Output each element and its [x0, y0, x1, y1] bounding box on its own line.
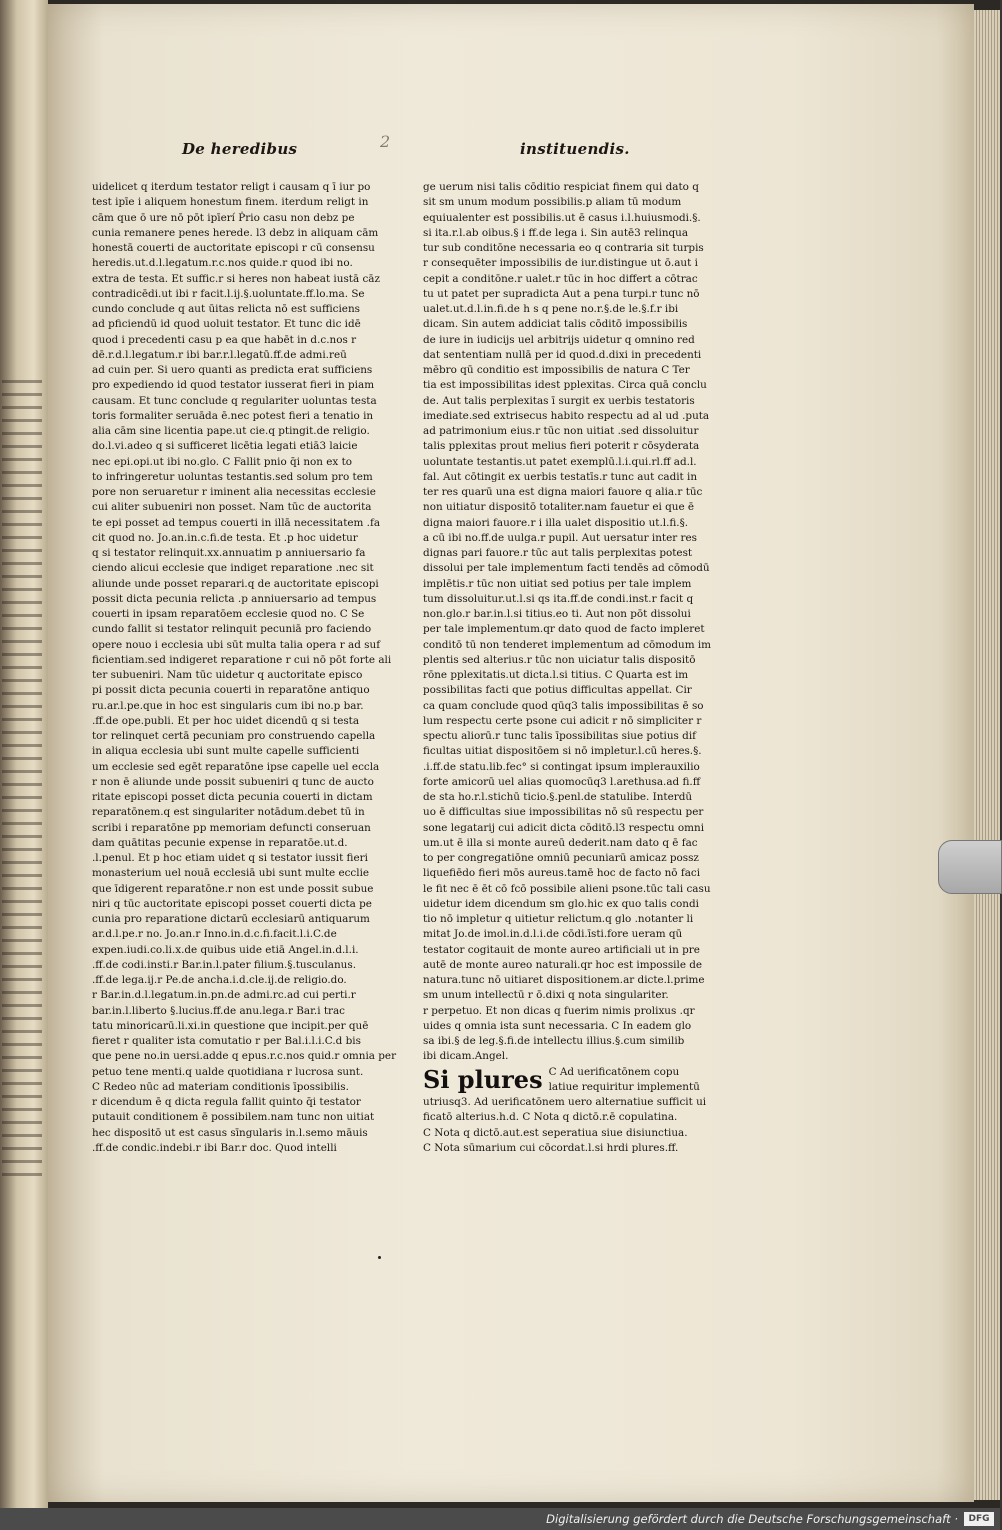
text-line: cunia pro reparatione dictarū ecclesiarū antiquarum: [92, 913, 370, 925]
text-line: dam quātitas pecunie expense in reparatōe.ut.d.: [92, 836, 348, 849]
text-line: dicam. Sin autem addiciat talis cōditō impossibilis: [423, 318, 688, 331]
text-line: .ff.de condic.indebi.r ibi Bar.r doc. Quod intelli: [92, 1141, 337, 1154]
text-line: cepit a conditōne.r ualet.r tūc in hoc differt a cōtrac: [423, 272, 698, 285]
text-line: ciendo alicui ecclesie que indiget reparatione .nec sit: [92, 562, 374, 575]
text-line: ficultas uitiat dispositōem si nō impletur.l.cū heres.§.: [423, 745, 702, 758]
text-line: .l.penul. Et p hoc etiam uidet q si testator iussit fieri: [92, 852, 368, 864]
folio-mark: 2: [380, 132, 391, 151]
text-line: non.glo.r bar.in.l.si titius.eo ti. Aut non pōt dissolui: [423, 608, 691, 620]
text-line: tatu minoricarū.li.xi.in questione que incipit.per quē: [92, 1019, 369, 1032]
text-line: que pene no.in uersi.adde q epus.r.c.nos quid.r omnia per: [92, 1050, 397, 1063]
text-line: natura.tunc nō uitiaret dispositionem.ar dicte.l.prime: [423, 974, 705, 986]
text-line: extra de testa. Et suffic.r si heres non habeat iustā cāz: [92, 272, 380, 285]
text-line: ad patrimonium eius.r tūc non uitiat .sed dissoluitur: [423, 425, 699, 437]
ink-speck: [378, 1256, 381, 1259]
text-line: r non ē aliunde unde possit subueniri q tunc de aucto: [92, 775, 374, 788]
text-line: aliunde unde posset reparari.q de auctoritate episcopi: [92, 577, 379, 590]
text-line: implētis.r tūc non uitiat sed potius per tale implem: [423, 577, 692, 590]
text-line: latiue requiritur implementū: [548, 1080, 700, 1093]
after-lemma-body: [423, 1095, 707, 1156]
text-line: opere nouo i ecclesia ubi sūt multa talia opera r ad suf: [92, 638, 381, 651]
text-line: r perpetuo. Et non dicas q fuerim nimis prolixus .qr: [423, 1004, 695, 1017]
text-line: dignas pari fauore.r tūc aut talis perplexitas potest: [423, 547, 693, 559]
text-line: ca quam conclude quod qūq3 talis impossibilitas ē so: [423, 699, 704, 712]
text-line: plentis sed alterius.r tūc non uiciatur talis dispositō: [423, 653, 696, 666]
lemma-block: [423, 1064, 700, 1096]
text-line: utriusq3. Ad uerificatōnem uero alternatiue sufficit ui: [423, 1096, 707, 1108]
lemma-gloss: [549, 1065, 700, 1096]
dfg-logo: DFG: [964, 1512, 994, 1526]
text-line: uoluntate testantis.ut patet exemplū.l.i.qui.rl.ff ad.l.: [423, 455, 697, 468]
text-line: dat sententiam nullā per id quod.d.dixi in precedenti: [423, 348, 702, 361]
text-line: imediate.sed extrisecus habito respectu ad al ud .puta: [423, 409, 710, 422]
text-line: cundo conclude q aut ūitas relicta nō est sufficiens: [92, 303, 360, 315]
text-line: um ecclesie sed egēt reparatōne ipse capelle uel eccla: [92, 760, 380, 773]
running-head-right: instituendis.: [520, 140, 630, 158]
text-line: ter subueniri. Nam tūc uidetur q auctoritate episco: [92, 669, 363, 681]
text-line: possibilitas facti que potius difficultas appellat. Cir: [423, 684, 692, 697]
text-line: si ita.r.l.ab oibus.§ i ff.de lega i. Sin autē3 relinqua: [423, 226, 689, 239]
text-line: sm unum intellectū r ō.dixi q nota singulariter.: [423, 989, 669, 1002]
text-line: bar.in.l.liberto §.lucius.ff.de anu.lega.r Bar.i trac: [92, 1004, 345, 1017]
text-line: digna maiori fauore.r i illa ualet dispositio ut.l.fi.§.: [423, 516, 689, 529]
text-line: nec epi.opi.ut ibi no.glo. C Fallit pnio q̄i non ex to: [92, 455, 353, 468]
text-line: talis pplexitas prout melius fieri poterit r cōsyderata: [423, 440, 700, 453]
text-line: alia cām sine licentia pape.ut cie.q ptingit.de religio.: [92, 425, 370, 437]
text-line: conditō tū non tenderet implementum ad cōmodum im: [423, 638, 712, 651]
text-line: sone legatarij cui adicit dicta cōditō.l3 respectu omni: [423, 821, 705, 834]
text-line: uides q omnia ista sunt necessaria. C In eadem glo: [423, 1019, 692, 1032]
text-line: forte amicorū uel alias quomocūq3 l.arethusa.ad fi.ff: [423, 775, 701, 788]
running-head-left: De heredibus: [182, 140, 298, 158]
text-line: um.ut ē illa si monte aureū dederit.nam dato q ē fac: [423, 836, 698, 849]
text-line: fieret r qualiter ista comutatio r per Bal.i.l.i.C.d bis: [92, 1035, 361, 1047]
text-line: sa ibi.§ de leg.§.fi.de intellectu illius.§.cum similib: [423, 1035, 685, 1047]
text-line: .i.ff.de statu.lib.fec° si contingat ipsum implerauxilio: [423, 760, 700, 773]
text-line: tu ut patet per supradicta Aut a pena turpi.r tunc nō: [423, 287, 700, 300]
text-line: rōne pplexitatis.ut dicta.l.si titius. C Quarta est im: [423, 669, 689, 681]
text-line: pro expediendo id quod testator iusserat fieri in piam: [92, 379, 375, 392]
text-line: .ff.de lega.ij.r Pe.de ancha.i.d.cle.ij.de religio.do.: [92, 974, 347, 986]
text-line: mitat Jo.de imol.in.d.l.i.de cōdi.īsti.fore ueram qū: [423, 928, 683, 941]
text-line: ualet.ut.d.l.in.fi.de h s q pene no.r.§.de le.§.f.r ibi: [423, 303, 679, 315]
text-line: mēbro qū conditio est impossibilis de natura C Ter: [423, 364, 690, 376]
text-line: sit sm unum modum possibilis.p aliam tū modum: [423, 196, 682, 209]
text-line: putauit conditionem ē possibilem.nam tunc non uitiat: [92, 1111, 375, 1124]
text-line: quod i precedenti casu p ea que habēt in d.c.nos r: [92, 333, 357, 346]
text-line: cit quod no. Jo.an.in.c.fi.de testa. Et .p hoc uidetur: [92, 531, 358, 544]
text-line: ad pficiendū id quod uoluit testator. Et tunc dic idē: [92, 318, 361, 331]
text-line: tia est impossibilitas idest pplexitas. Circa quā conclu: [423, 379, 707, 392]
text-line: ritate episcopi posset dicta pecunia couerti in dictam: [92, 791, 373, 803]
text-line: C Nota q dictō.aut.est seperatiua siue disiunctiua.: [423, 1126, 688, 1139]
text-line: C Ad uerificatōnem copu: [548, 1065, 680, 1078]
text-line: uidetur idem dicendum sm glo.hic ex quo talis condi: [423, 897, 699, 910]
text-line: equiualenter est possibilis.ut ē casus i.l.huiusmodi.§.: [423, 211, 701, 224]
text-line: liquefiēdo fieri mōs aureus.tamē hoc de facto nō faci: [423, 867, 701, 880]
facing-page-edge: [0, 0, 48, 1508]
text-line: C Redeo nūc ad materiam conditionis īpossibilis.: [92, 1080, 349, 1093]
text-line: to infringeretur uoluntas testantis.sed solum pro tem: [92, 470, 373, 483]
text-line: reparatōnem.q est singulariter notādum.debet tū in: [92, 806, 365, 819]
text-line: .ff.de ope.publi. Et per hoc uidet dicendū q si testa: [92, 714, 360, 727]
text-line: r consequēter impossibilis de iur.distingue ut ō.aut i: [423, 257, 698, 270]
text-line: test ipīe i aliquem honestum finem. iterdum religt in: [92, 196, 369, 209]
text-line: ru.ar.l.pe.que in hoc est singularis cum ibi no.p bar.: [92, 699, 364, 712]
text-line: scribi i reparatōne pp memoriam defuncti conseruan: [92, 821, 371, 834]
text-column-right: [423, 180, 712, 1156]
text-column-left: [92, 180, 397, 1156]
text-line: ad cuin per. Si uero quanti as predicta erat sufficiens: [92, 364, 373, 376]
text-line: cui aliter subueniri non posset. Nam tūc de auctorita: [92, 501, 372, 514]
text-line: r Bar.in.d.l.legatum.in.pn.de admi.rc.ad cui perti.r: [92, 989, 356, 1002]
digitization-footer: [0, 1508, 1000, 1530]
text-line: r dicendum ē q dicta regula fallit quinto q̄i testator: [92, 1096, 361, 1108]
text-line: monasterium uel nouā ecclesiā ubi sunt multe ecclie: [92, 867, 370, 880]
text-line: expen.iudi.co.li.x.de quibus uide etiā Angel.in.d.l.i.: [92, 943, 359, 956]
text-line: ter res quarū una est digna maiori fauore q alia.r tūc: [423, 486, 703, 498]
text-line: ficatō alterius.h.d. C Nota q dictō.r.ē copulatina.: [423, 1111, 678, 1124]
text-line: couerti in ipsam reparatōem ecclesie quod no. C Se: [92, 608, 365, 620]
text-line: fal. Aut cōtingit ex uerbis testatīs.r tunc aut cadit in: [423, 470, 698, 483]
text-line: ge uerum nisi talis cōditio respiciat finem qui dato q: [423, 181, 699, 193]
text-line: q si testator relinquit.xx.annuatim p anniuersario fa: [92, 547, 366, 559]
text-line: uidelicet q iterdum testator religt i causam q ī iur po: [92, 181, 371, 193]
text-line: heredis.ut.d.l.legatum.r.c.nos quide.r quod ibi no.: [92, 257, 353, 270]
text-line: ficientiam.sed indigeret reparatione r cui nō pōt forte ali: [92, 653, 392, 666]
text-line: .ff.de codi.insti.r Bar.in.l.pater filium.§.tusculanus.: [92, 958, 357, 971]
text-line: spectu aliorū.r tunc talis īpossibilitas siue potius dif: [423, 730, 696, 742]
text-line: pi possit dicta pecunia couerti in reparatōne antiquo: [92, 684, 370, 697]
text-line: tur sub conditōne necessaria eo q contraria sit turpis: [423, 242, 704, 254]
text-line: contradicēdi.ut ibi r facit.l.ij.§.uoluntate.ff.lo.ma. Se: [92, 287, 365, 300]
text-line: tor relinquet certā pecuniam pro construendo capella: [92, 730, 376, 742]
text-line: C Nota sūmarium cui cōcordat.l.si hrdi plures.ff.: [423, 1141, 679, 1154]
text-line: dē.r.d.l.legatum.r ibi bar.r.l.legatū.ff.de admi.reū: [92, 348, 347, 361]
text-line: dissolui per tale implementum facti tendēs ad cōmodū: [423, 562, 710, 575]
bookmark-tab: [938, 840, 1002, 894]
text-line: a cū ibi no.ff.de uulga.r pupil. Aut uersatur inter res: [423, 531, 697, 544]
text-line: le fit nec ē ēt cō fcō possibile alieni psone.tūc tali casu: [423, 882, 711, 895]
text-line: te epi posset ad tempus couerti in illā necessitatem .fa: [92, 516, 381, 529]
text-line: cundo fallit si testator relinquit pecuniā pro faciendo: [92, 623, 372, 636]
text-line: hec dispositō ut est casus sīngularis in.l.semo māuis: [92, 1126, 368, 1139]
text-line: niri q tūc auctoritate episcopi posset couerti dicta pe: [92, 897, 372, 910]
text-line: de iure in iudicijs uel arbitrijs uidetur q omnino red: [423, 333, 695, 346]
text-line: autē de monte aureo naturali.qr hoc est impossile de: [423, 958, 703, 971]
text-line: uo ē difficultas siue impossibilitas nō sū respectu per: [423, 806, 704, 819]
text-line: possit dicta pecunia relicta .p anniuersario ad tempus: [92, 592, 377, 605]
text-line: que īdigerent reparatōne.r non est unde possit subue: [92, 882, 374, 895]
funding-notice: Digitalisierung gefördert durch die Deutsche Forschungsgemeinschaft ·: [546, 1512, 958, 1526]
text-line: de sta ho.r.l.stichū ticio.§.penl.de statulibe. Interdū: [423, 791, 693, 803]
text-line: petuo tene menti.q ualde quotidiana r lucrosa sunt.: [92, 1065, 364, 1078]
text-line: do.l.vi.adeo q si sufficeret licētia legati etiā3 laicie: [92, 440, 358, 453]
right-column-body: [423, 180, 712, 1065]
text-line: tum dissoluitur.ut.l.si qs ita.ff.de condi.inst.r facit q: [423, 592, 694, 605]
page-stack-edge: [974, 10, 1000, 1500]
text-line: lum respectu certe psone cui adicit r nō simpliciter r: [423, 714, 702, 727]
text-line: ar.d.l.pe.r no. Jo.an.r Inno.in.d.c.fi.facit.l.i.C.de: [92, 928, 337, 941]
facing-page-text-fragment: [2, 380, 42, 1180]
text-line: cunia remanere penes herede. l3 debz in aliquam cām: [92, 226, 379, 239]
text-line: de. Aut talis perplexitas ī surgit ex uerbis testatoris: [423, 394, 695, 407]
text-line: cām que ō ure nō pōt ipīerí Ṗrio casu non debz pe: [92, 211, 355, 224]
text-line: honestā couerti de auctoritate episcopi r cū consensu: [92, 242, 375, 254]
text-line: causam. Et tunc conclude q regulariter uoluntas testa: [92, 394, 377, 407]
text-line: tio nō impletur q uitietur relictum.q glo .notanter li: [423, 913, 694, 925]
text-line: to per congregatiōne omniū pecuniarū amicaz possz: [423, 852, 699, 864]
text-line: non uitiatur dispositō totaliter.nam fauetur ei que ē: [423, 501, 695, 514]
text-line: testator cogitauit de monte aureo artificiali ut in pre: [423, 943, 700, 956]
text-line: toris formaliter seruāda ē.nec potest fieri a tenatio in: [92, 409, 374, 422]
text-line: per tale implementum.qr dato quod de facto impleret: [423, 623, 705, 636]
text-line: ibi dicam.Angel.: [423, 1050, 509, 1063]
text-line: in aliqua ecclesia ubi sunt multe capelle sufficienti: [92, 745, 360, 758]
lemma-heading: Si plures: [423, 1064, 543, 1094]
text-line: pore non seruaretur r iminent alia necessitas ecclesie: [92, 486, 376, 498]
